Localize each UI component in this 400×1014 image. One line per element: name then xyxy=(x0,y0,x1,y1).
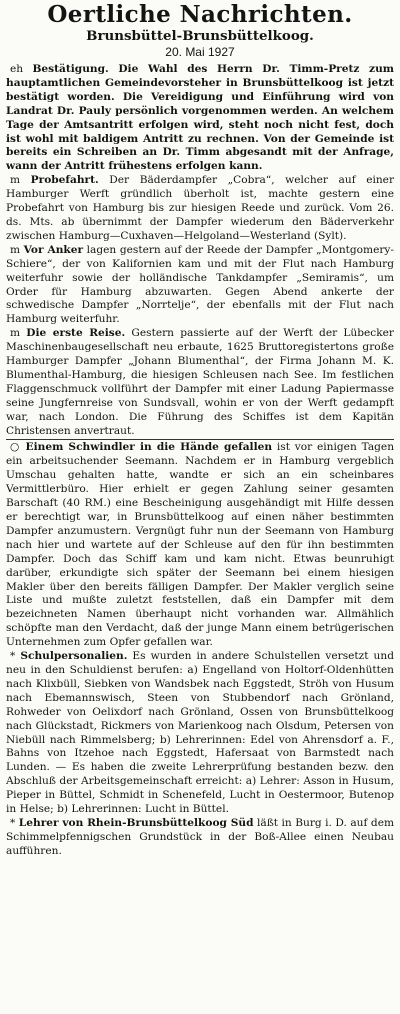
dateline: 20. Mai 1927 xyxy=(165,45,235,59)
article-marker: * xyxy=(10,650,16,663)
article-vor-anker xyxy=(6,244,394,327)
article-lead: Die erste Reise. xyxy=(26,327,126,340)
article-probefahrt xyxy=(6,174,394,244)
article-marker: ○ xyxy=(10,441,21,454)
article-lead: Schulpersonalien. xyxy=(20,650,128,663)
article-marker: m xyxy=(10,243,21,256)
newspaper-page xyxy=(0,1,400,1014)
article-lead: Probefahrt. xyxy=(30,174,99,187)
article-body: ist vor einigen Tagen ein arbeitsuchender Seemann. Nachdem er in Hamburg vergeblich Umschau gehalten hatte, wandte er sich an ein scheinbares Vermittlerbüro. Hier erhielt er gegen Zahlung seiner gesamten Barschaft (40 RM.) eine Bescheinigung ausgehändigt mit Hilfe dessen er berechtigt war, in Brunsbüttelkoog auf einen näher bestimmten Dampfer anzumustern. Vergnügt fuhr nun der Seemann von Hamburg nach hier und wartete auf der Schleuse auf den für ihn bestimmten Dampfer. Doch das Schiff kam und kam nicht. Etwas beunruhigt darüber, erkundigte sich später der Seemann bei einem hiesigen Makler über den bereits fälligen Dampfer. Der Makler verglich seine Liste und mußte zuletzt feststellen, daß ein Dampfer mit dem bezeichneten Namen überhaupt nicht vorhanden war. Allmählich schöpfte man den Verdacht, daß der junge Mann einem betrügerischen Unternehmen zum Opfer gefallen war. xyxy=(6,441,395,649)
article-body: läßt in Burg i. D. auf dem Schimmelpfennigschen Grundstück in der Boß-Allee einen Neubau aufführen. xyxy=(6,816,395,857)
article-body: Der Bäderdampfer „Cobra“, welcher auf einer Hamburger Werft gründlich überholt ist, machte gestern eine Probefahrt von Hamburg bis zur hiesigen Reede und zurück. Vom 26. ds. Mts. ab übernimmt der Dampfer wiederum den Bäderverkehr zwischen Hamburg—Cuxhaven—Helgoland—Westerland (Sylt). xyxy=(6,174,395,242)
article-lead: Einem Schwindler in die Hände gefallen xyxy=(25,441,273,454)
article-marker: m xyxy=(10,327,21,340)
section-title: Oertliche Nachrichten. xyxy=(47,1,353,28)
article-neubau xyxy=(6,817,394,859)
article-lead: Lehrer von Rhein-Brunsbüttelkoog Süd xyxy=(18,816,254,829)
divider xyxy=(6,439,394,440)
article-body: Die Wahl des Herrn Dr. Timm-Pretz zum hauptamtlichen Gemeindevorsteher in Brunsbüttelkoog ist jetzt bestätigt worden. Die Vereidigung und Einführung wird von Landrat Dr. Pauly persönlich vorgenommen werden. An welchem Tage der Amtsantritt erfolgen wird, steht noch nicht fest, doch ist wohl mit baldigem Antritt zu rechnen. Von der Gemeinde ist bereits ein Schreiben an Dr. Timm abgesandt mit der Anfrage, wann der Antritt frühestens erfolgen kann. xyxy=(6,63,394,173)
article-schulpersonalien xyxy=(6,650,394,817)
article-body: lagen gestern auf der Reede der Dampfer „Montgomery-Schiere“, der von Kalifornien kam und mit der Flut nach Hamburg weiterfuhr sowie der holländische Tankdampfer „Semiramis“, um Order für Hamburg abzuwarten. Gegen Abend ankerte der schwedische Dampfer „Norrtelje“, der ebenfalls mit der Flut nach Hamburg weiterfuhr. xyxy=(6,243,394,326)
article-body: Es wurden in andere Schulstellen versetzt und neu in den Schuldienst berufen: a) Engelland von Holtorf-Oldenhütten nach Klixbüll, Siebken von Wandsbek nach Eggstedt, Ströh von Husum nach Ebemannswisch, Steen von Stubbendorf nach Grönland, Rohweder von Oelixdorf nach Grönland, Ossen von Brunsbüttelkoog nach Glückstadt, Rickmers von Marienkoog nach Olsdum, Petersen von Niebüll nach Rimmelsberg; b) Lehrerinnen: Edel von Ahrensdorf a. F., Bahns von Itzehoe nach Eggstedt, Hafersaat von Barmstedt nach Lunden. — Es haben die zweite Lehrerprüfung bestanden bezw. den Abschluß der Arbeitsgemeinschaft erreicht: a) Lehrer: Asson in Husum, Pieper in Büttel, Schmidt in Schenefeld, Lucht in Oestermoor, Butenop in Helse; b) Lehrerinnen: Lucht in Büttel. xyxy=(6,650,394,816)
article-schwindler xyxy=(6,441,394,650)
article-lead: Vor Anker xyxy=(23,243,84,256)
article-marker: eh xyxy=(10,63,24,75)
article-marker: * xyxy=(10,816,16,829)
article-erste-reise xyxy=(6,327,394,438)
article-lead: Bestätigung. xyxy=(32,63,109,75)
article-body: Gestern passierte auf der Werft der Lübecker Maschinenbaugesellschaft neu erbaute, 1625 Bruttoregistertons große Hamburger Dampfer „Johann Blumenthal“, der Firma Johann M. K. Blumenthal-Hamburg, die hiesigen Schleusen nach See. Im festlichen Flaggenschmuck vollführt der Dampfer mit einer Ladung Papiermasse seine Jungfernreise von Sundsvall, wohin er von der Werft gedampft war, nach London. Die Führung des Schiffes ist dem Kapitän Christensen anvertraut. xyxy=(6,327,394,437)
article-marker: m xyxy=(10,174,21,187)
article-bestaetigung xyxy=(6,63,394,174)
section-subtitle: Brunsbüttel-Brunsbüttelkoog. xyxy=(86,28,314,44)
